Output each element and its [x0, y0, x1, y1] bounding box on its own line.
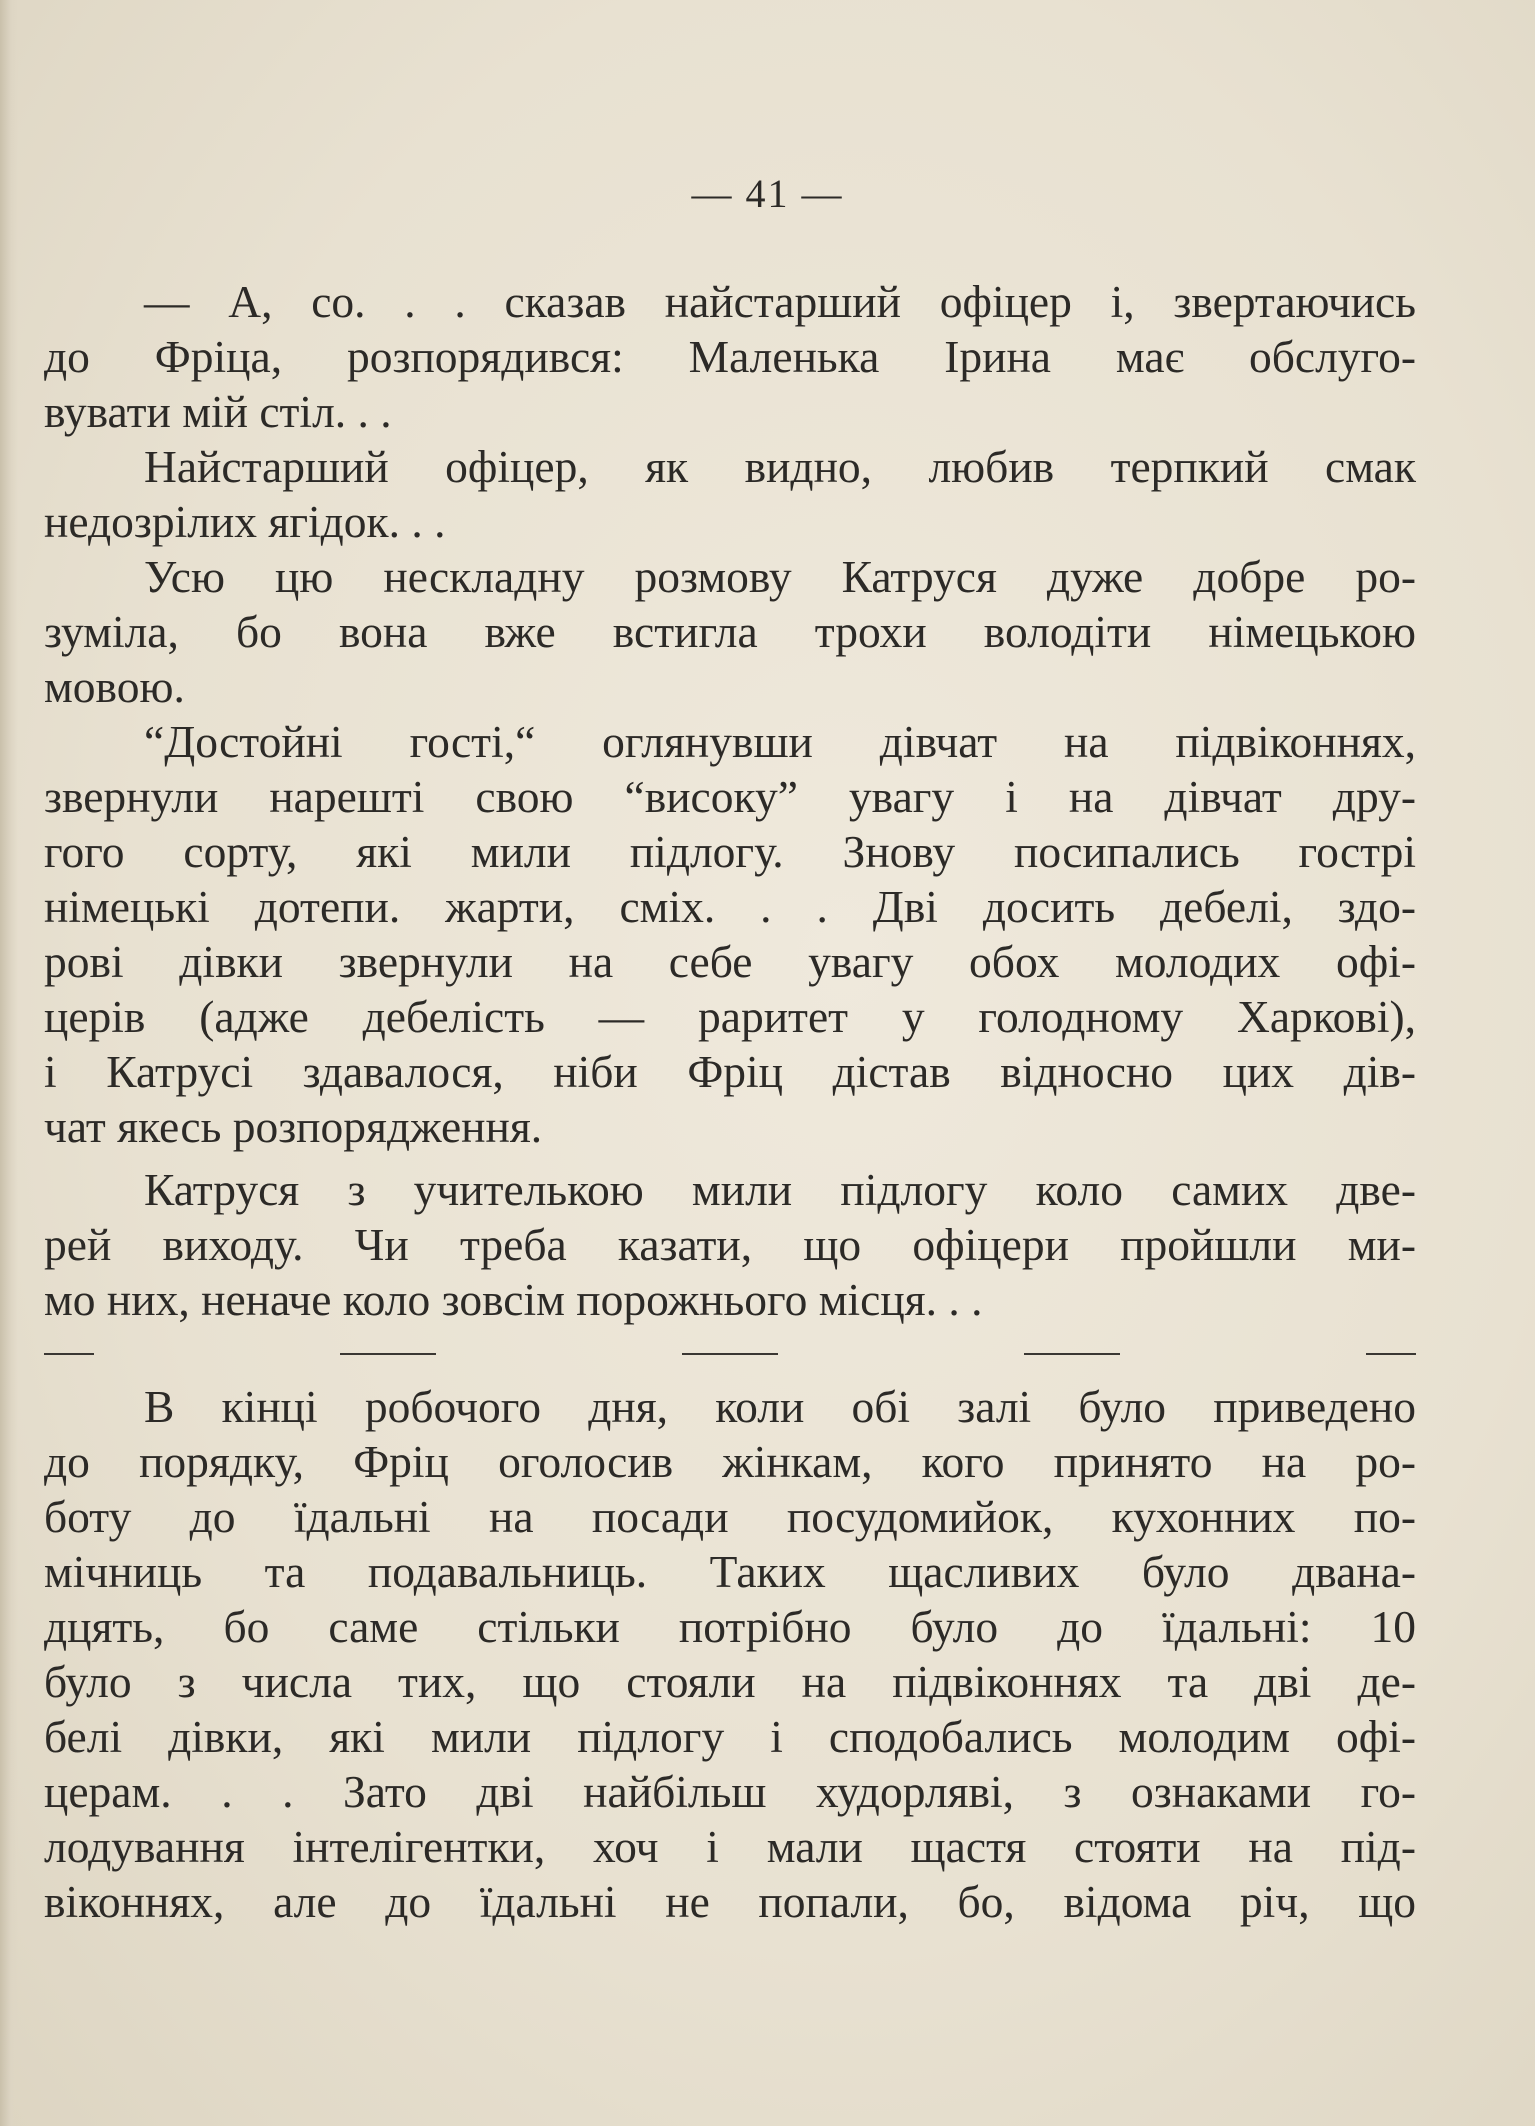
page-edge-shadow: [0, 0, 18, 2126]
text-line: недозрілих ягідок. . .: [44, 496, 446, 547]
text-line: церів (адже дебелість — раритет у голодному Харкові),: [44, 991, 1416, 1042]
text-line: В кінці робочого дня, коли обі залі було приведено: [144, 1381, 1416, 1432]
separator-dash: [682, 1353, 778, 1355]
separator-dash: [340, 1353, 436, 1355]
text-line: рові дівки звернули на себе увагу обох молодих офі-: [44, 936, 1416, 987]
text-line: вувати мій стіл. . .: [44, 386, 392, 437]
text-line: белі дівки, які мили підлогу і сподобались молодим офі-: [44, 1711, 1416, 1762]
text-line: мічниць та подавальниць. Таких щасливих було двана-: [44, 1546, 1416, 1597]
text-line: дцять, бо саме стільки потрібно було до їдальні: 10: [44, 1601, 1416, 1652]
text-line: було з числа тих, що стояли на підвіконнях та дві де-: [44, 1656, 1416, 1707]
text-line: боту до їдальні на посади посудомийок, кухонних по-: [44, 1491, 1416, 1542]
text-line: німецькі дотепи. жарти, сміх. . . Дві досить дебелі, здо-: [44, 881, 1416, 932]
separator-dash: [1024, 1353, 1120, 1355]
text-line: Катруся з учителькою мили підлогу коло самих две-: [144, 1164, 1416, 1215]
text-line: зуміла, бо вона вже встигла трохи володіти німецькою: [44, 606, 1416, 657]
page-number: — 41 —: [691, 171, 844, 216]
text-line: мовою.: [44, 661, 185, 712]
body-text: [44, 274, 1416, 1929]
text-line: звернули нарешті свою “високу” увагу і на дівчат дру-: [44, 771, 1416, 822]
text-line: рей виходу. Чи треба казати, що офіцери пройшли ми-: [44, 1219, 1416, 1270]
paragraph-3: [44, 549, 1416, 714]
paragraph-6: [44, 1379, 1416, 1929]
text-line: “Достойні гості,“ оглянувши дівчат на підвіконнях,: [144, 716, 1416, 767]
text-line: і Катрусі здавалося, ніби Фріц дістав відносно цих дів-: [44, 1046, 1416, 1097]
paragraph-gap: [44, 1154, 1416, 1162]
text-line: до порядку, Фріц оголосив жінкам, кого принято на ро-: [44, 1436, 1416, 1487]
text-line: церам. . . Зато дві найбільш худорляві, з ознаками го-: [44, 1766, 1416, 1817]
paragraph-1: [44, 274, 1416, 439]
text-line: чат якесь розпорядження.: [44, 1101, 543, 1152]
text-line: Найстарший офіцер, як видно, любив терпкий смак: [144, 441, 1416, 492]
text-line: гого сорту, які мили підлогу. Знову посипались гострі: [44, 826, 1416, 877]
separator-dash: [44, 1353, 94, 1355]
text-line: лодування інтелігентки, хоч і мали щастя стояти на під-: [44, 1821, 1416, 1872]
section-separator: [44, 1335, 1416, 1373]
text-line: віконнях, але до їдальні не попали, бо, відома річ, що: [44, 1876, 1416, 1927]
text-line: мо них, неначе коло зовсім порожнього місця. . .: [44, 1274, 983, 1325]
paragraph-5: [44, 1162, 1416, 1327]
text-line: — А, со. . . сказав найстарший офіцер і, звертаючись: [144, 276, 1416, 327]
text-line: Усю цю нескладну розмову Катруся дуже добре ро-: [144, 551, 1416, 602]
separator-dash: [1366, 1353, 1416, 1355]
text-line: до Фріца, розпорядився: Маленька Ірина має обслуго-: [44, 331, 1416, 382]
paragraph-4: [44, 714, 1416, 1154]
paragraph-2: [44, 439, 1416, 549]
